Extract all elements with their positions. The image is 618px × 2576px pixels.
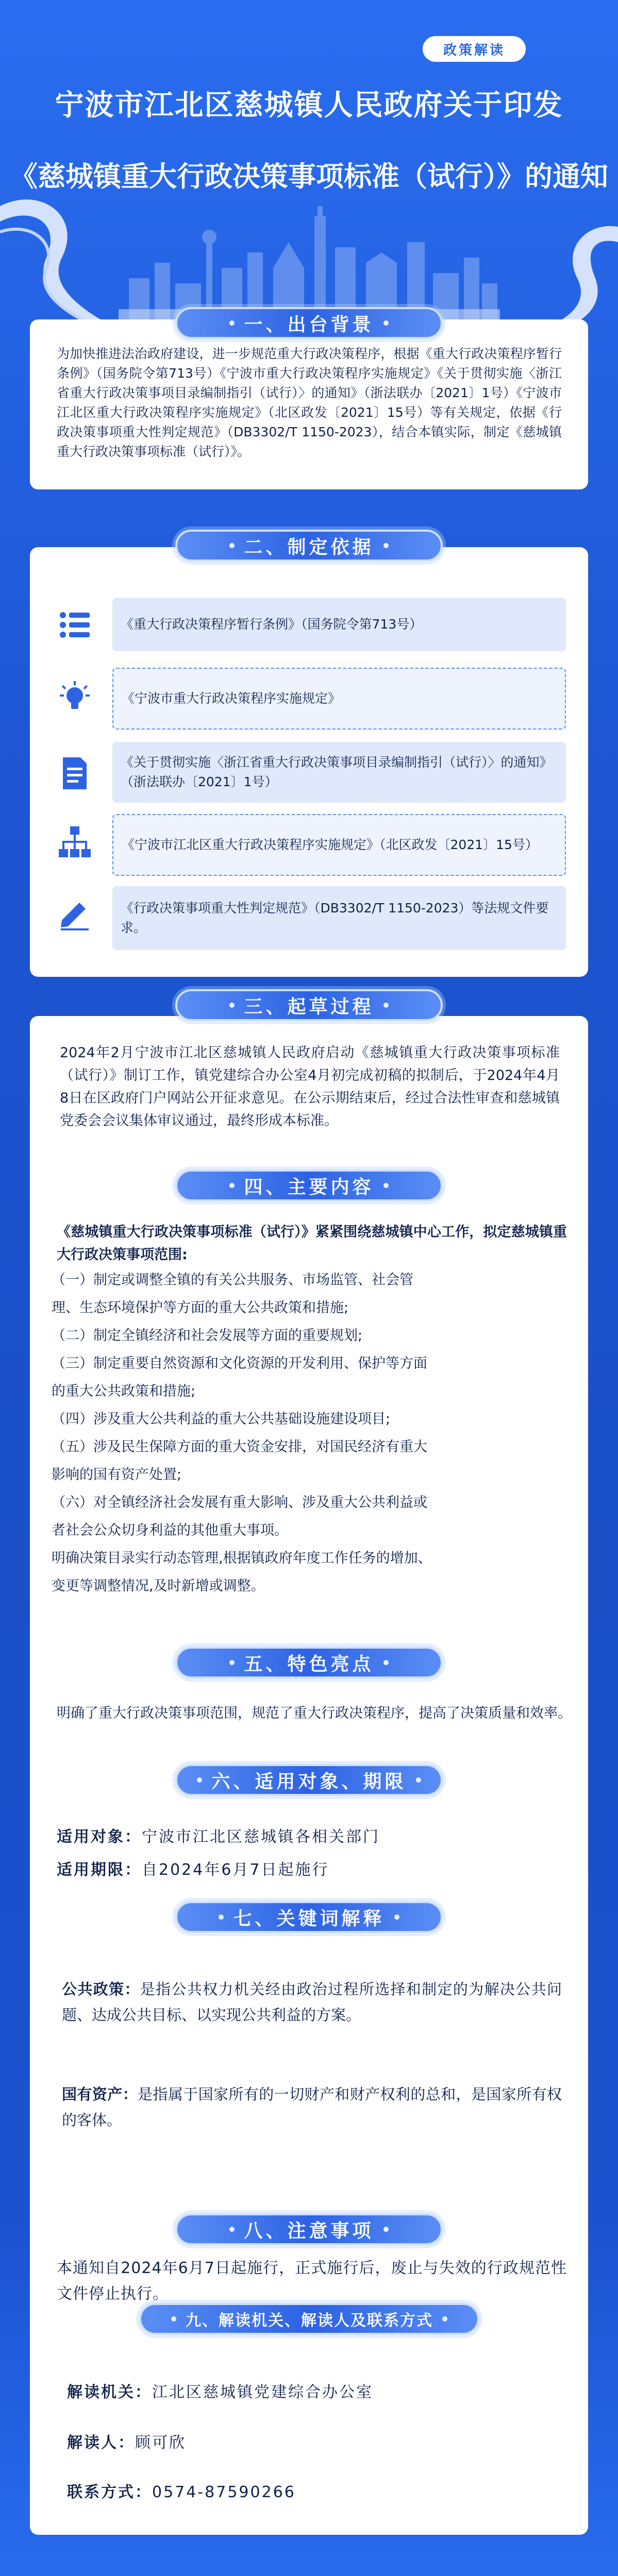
title-dot-icon xyxy=(229,1183,235,1188)
content-line: 的重大公共政策和措施; xyxy=(52,1383,196,1399)
content-line: 影响的国有资产处置; xyxy=(52,1467,182,1483)
title-dot-icon xyxy=(197,1777,202,1783)
title-dot-icon xyxy=(383,1003,389,1008)
lightbulb-icon xyxy=(57,680,93,716)
section-title-text: 八、注意事项 xyxy=(244,2220,374,2242)
scope-period-label: 适用期限： xyxy=(57,1861,142,1879)
org-chart-icon xyxy=(57,824,93,860)
section-title xyxy=(175,530,443,562)
title-dot-icon xyxy=(383,1183,389,1188)
section-keywords-card xyxy=(30,1896,588,2205)
section-title xyxy=(175,1647,443,1679)
background-text: 为加快推进法治政府建设，进一步规范重大行政决策程序，根据《重大行政决策程序暂行条例》（国务院令第713号）《宁波市重大行政决策程序实施规定》《关于贯彻实施〈浙江省重大行政决策事项目录编制指引（试行）〉的通知》（浙法联办〔2021〕1号）《宁波市江北区重大行政决策程序实施规定》（北区政发〔2021〕15号）等有关规定，依据《行政决策事项重大性判定规范》（DB3302/T 1150-2023），结合本镇实际，制定《慈城镇重大行政决策事项标准（试行）》。 xyxy=(57,346,562,459)
basis-item xyxy=(112,886,566,950)
title-dot-icon xyxy=(229,320,235,326)
basis-item-text: 《宁波市江北区重大行政决策程序实施规定》（北区政发〔2021〕15号） xyxy=(122,837,538,852)
contact-phone xyxy=(67,2482,296,2503)
contact-org-label: 解读机关： xyxy=(67,2383,152,2401)
basis-item-text: 《重大行政决策程序暂行条例》（国务院令第713号） xyxy=(121,617,423,632)
section-title-text: 三、起草过程 xyxy=(244,996,374,1018)
basis-item xyxy=(112,742,566,803)
section-title-text: 五、特色亮点 xyxy=(244,1653,374,1675)
contact-person xyxy=(67,2433,186,2453)
section-title-text: 九、解读机关、解读人及联系方式 xyxy=(186,2312,433,2330)
contact-org-value: 江北区慈城镇党建综合办公室 xyxy=(152,2383,373,2401)
document-icon xyxy=(57,755,93,791)
content-line: （六）对全镇经济社会发展有重大影响、涉及重大公共利益或 xyxy=(52,1495,427,1511)
section-title xyxy=(175,1901,443,1933)
title-dot-icon xyxy=(171,2316,176,2321)
section-title xyxy=(175,2213,443,2245)
title-dot-icon xyxy=(229,543,235,548)
title-dot-icon xyxy=(416,1777,421,1783)
keyword-text: 是指公共权力机关经由政治过程所选择和制定的为解决公共问题、达成公共目标、以实现公共利益的方案。 xyxy=(62,1980,562,2024)
section-title xyxy=(175,307,443,339)
keyword-label: 公共政策： xyxy=(62,1980,140,1998)
contact-phone-label: 联系方式： xyxy=(67,2483,152,2501)
page-title-line2: 《慈城镇重大行政决策事项标准（试行）》的通知 xyxy=(10,160,608,193)
scope-object-value: 宁波市江北区慈城镇各相关部门 xyxy=(142,1828,380,1846)
section-title-text: 二、制定依据 xyxy=(244,536,374,558)
contact-person-label: 解读人： xyxy=(67,2434,135,2452)
scope-object xyxy=(57,1827,380,1848)
title-dot-icon xyxy=(383,320,389,326)
content-lead: 《慈城镇重大行政决策事项标准（试行）》紧紧围绕慈城镇中心工作，拟定慈城镇重大行政决策事项范围: xyxy=(57,1224,567,1263)
header xyxy=(0,0,618,330)
content-line: 者社会公众切身利益的其他重大事项。 xyxy=(52,1522,288,1538)
section-title-text: 四、主要内容 xyxy=(244,1176,374,1198)
basis-item xyxy=(112,814,566,876)
section-title xyxy=(175,1764,443,1796)
scope-object-label: 适用对象： xyxy=(57,1828,142,1846)
section-title xyxy=(175,1170,443,1201)
keyword-label: 国有资产： xyxy=(62,2086,138,2103)
drafting-text: 2024年2月宁波市江北区慈城镇人民政府启动《慈城镇重大行政决策事项标准（试行）》制订工作，镇党建综合办公室4月初完成初稿的拟制后，于2024年4月8日在区政府门户网站公开征求意见。在公示期结束后，经过合法性审查和慈城镇党委会会议集体审议通过，最终形成本标准。 xyxy=(60,1045,560,1129)
keyword-text: 是指属于国家所有的一切财产和财产权利的总和，是国家所有权的客体。 xyxy=(62,2086,562,2129)
section-title-text: 七、关键词解释 xyxy=(233,1908,385,1929)
title-dot-icon xyxy=(442,2316,447,2321)
title-dot-icon xyxy=(383,543,389,548)
scope-period-value: 自2024年6月7日起施行 xyxy=(142,1861,329,1879)
pen-icon xyxy=(57,895,93,931)
basis-item-text: 《行政决策事项重大性判定规范》（DB3302/T 1150-2023）等法规文件要求。 xyxy=(121,901,549,935)
content-line: （三）制定重要自然资源和文化资源的开发利用、保护等方面 xyxy=(52,1355,427,1371)
contact-person-value: 顾可欣 xyxy=(135,2434,186,2452)
content-line: （五）涉及民生保障方面的重大资金安排，对国民经济有重大 xyxy=(52,1439,427,1455)
section-title-text: 六、适用对象、期限 xyxy=(211,1771,407,1792)
highlights-text: 明确了重大行政决策事项范围，规范了重大行政决策程序，提高了决策质量和效率。 xyxy=(57,1705,572,1721)
title-dot-icon xyxy=(383,2227,389,2232)
contact-phone-value: 0574-87590266 xyxy=(152,2483,296,2501)
basis-item xyxy=(112,598,566,651)
keyword-state-assets xyxy=(62,2081,562,2133)
content-line: （四）涉及重大公共利益的重大公共基础设施建设项目; xyxy=(52,1411,391,1427)
title-dot-icon xyxy=(229,2227,235,2232)
section-title xyxy=(139,2303,479,2335)
contact-org xyxy=(67,2382,373,2403)
keyword-public-policy xyxy=(62,1976,562,2028)
title-dot-icon xyxy=(229,1003,235,1008)
policy-tag: 政策解读 xyxy=(423,36,526,62)
content-line: 理、生态环境保护等方面的重大公共政策和措施; xyxy=(52,1300,349,1316)
ribbon-left-decoration xyxy=(0,185,134,340)
section-title xyxy=(175,989,443,1021)
page-title-line1: 宁波市江北区慈城镇人民政府关于印发 xyxy=(55,89,563,122)
content-line: 变更等调整情况,及时新增或调整。 xyxy=(52,1578,265,1594)
section-title-text: 一、出台背景 xyxy=(244,314,374,335)
title-dot-icon xyxy=(383,1660,389,1665)
scope-period xyxy=(57,1860,329,1880)
notes-text: 本通知自2024年6月7日起施行，正式施行后，废止与失效的行政规范性文件停止执行。 xyxy=(57,2259,567,2303)
list-icon xyxy=(57,607,93,643)
content-line: （二）制定全镇经济和社会发展等方面的重要规划; xyxy=(52,1328,363,1344)
title-dot-icon xyxy=(394,1914,399,1920)
title-dot-icon xyxy=(229,1660,235,1665)
basis-item-text: 《关于贯彻实施〈浙江省重大行政决策事项目录编制指引（试行）〉的通知》（浙法联办〔2021〕1号） xyxy=(121,755,553,789)
basis-item-text: 《宁波市重大行政决策程序实施规定》 xyxy=(122,691,341,706)
title-dot-icon xyxy=(219,1914,224,1920)
basis-item xyxy=(112,668,566,730)
content-line: （一）制定或调整全镇的有关公共服务、市场监管、社会管 xyxy=(52,1272,413,1288)
content-line: 明确决策目录实行动态管理,根据镇政府年度工作任务的增加、 xyxy=(52,1550,432,1566)
